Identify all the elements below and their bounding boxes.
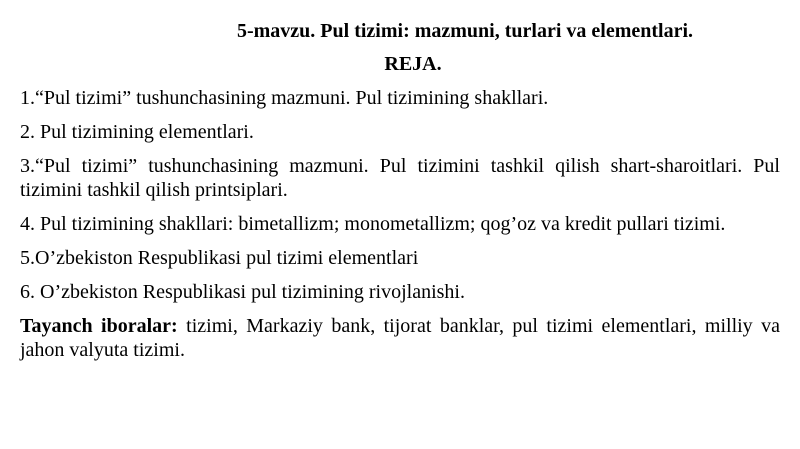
plan-item-2: 2. Pul tizimining elementlari. bbox=[20, 121, 254, 143]
plan-heading: REJA. bbox=[384, 53, 442, 75]
plan-item-3: 3.“Pul tizimi” tushunchasining mazmuni. Pul tizimini tashkil qilish shart-sharoitlari. Pul tizimini tashkil qilish printsiplari. bbox=[20, 155, 780, 201]
plan-item-1: 1.“Pul tizimi” tushunchasining mazmuni. Pul tizimining shakllari. bbox=[20, 87, 549, 109]
plan-list bbox=[20, 86, 780, 372]
slide-title: 5-mavzu. Pul tizimi: mazmuni, turlari va elementlari. bbox=[236, 20, 693, 42]
keywords-text: tizimi, Markaziy bank, tijorat banklar, pul tizimi elementlari, milliy va jahon valyuta tizimi. bbox=[20, 315, 780, 361]
plan-item-5: 5.O’zbekiston Respublikasi pul tizimi elementlari bbox=[20, 247, 419, 269]
keywords-paragraph bbox=[20, 314, 780, 362]
plan-item-6: 6. O’zbekiston Respublikasi pul tizimining rivojlanishi. bbox=[20, 281, 465, 303]
plan-item-4: 4. Pul tizimining shakllari: bimetallizm; monometallizm; qog’oz va kredit pullari tizimi. bbox=[20, 213, 726, 235]
keywords-label: Tayanch iboralar: bbox=[20, 315, 178, 337]
